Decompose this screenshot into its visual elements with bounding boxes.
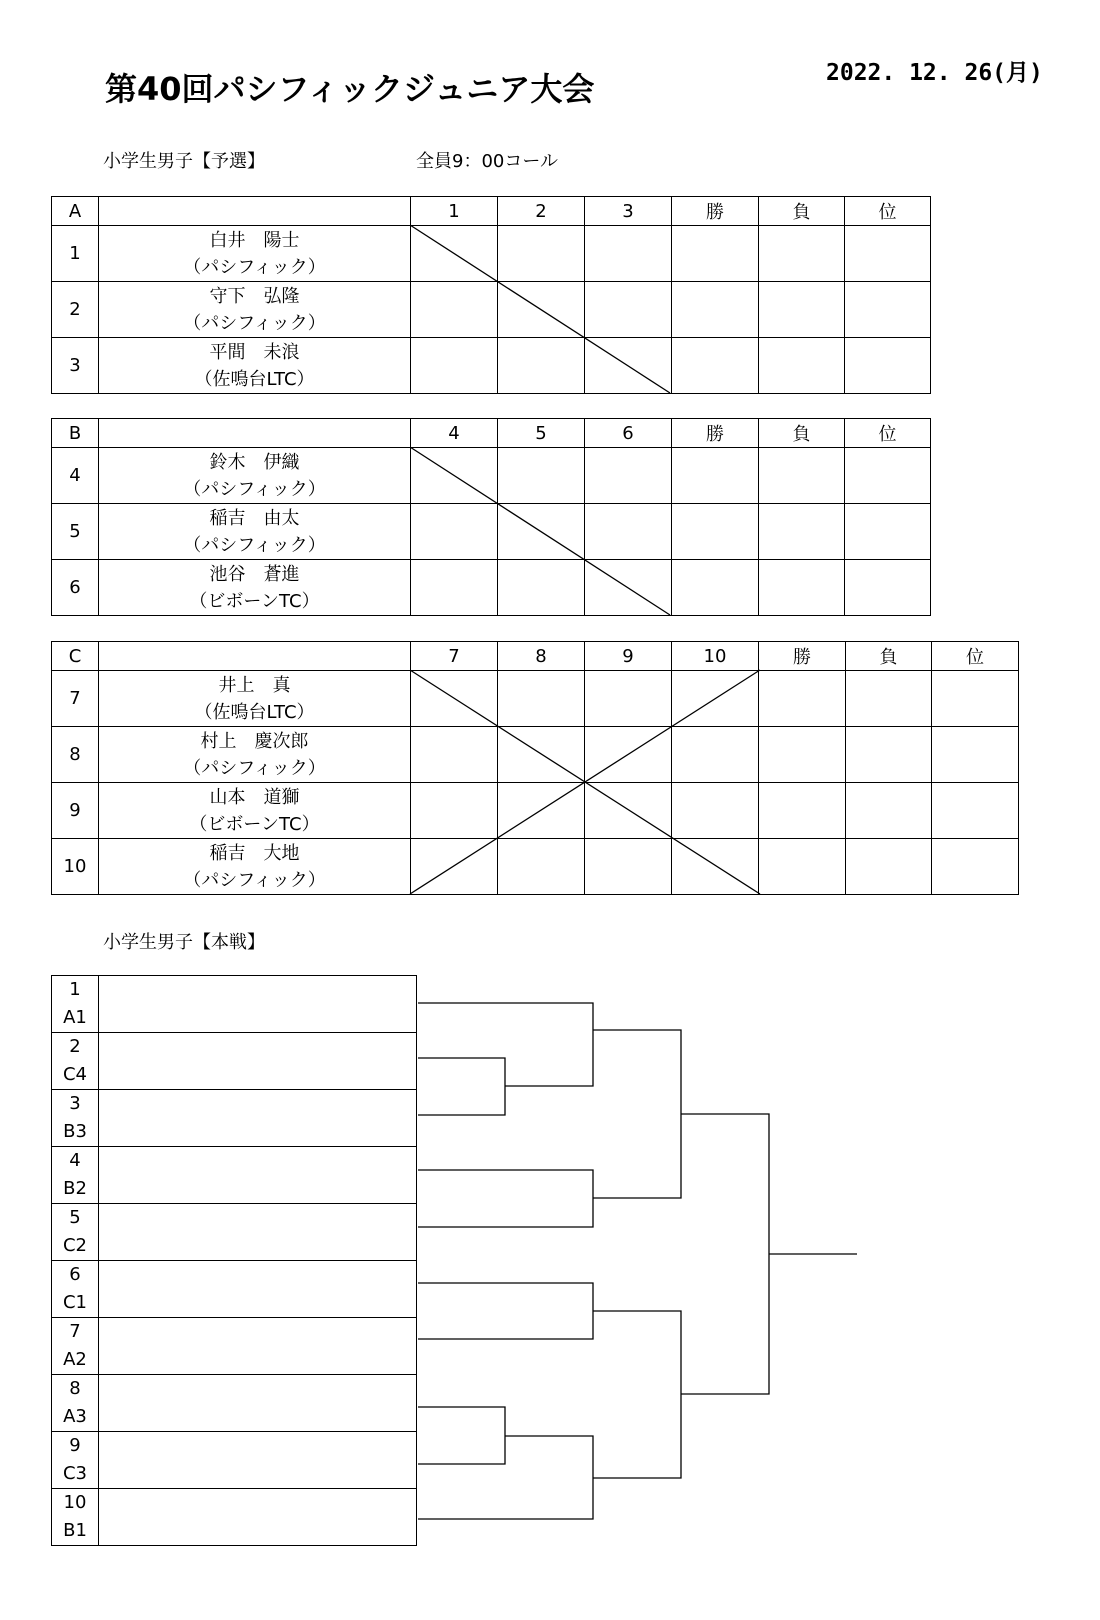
col-header: 7 [411,642,498,671]
player-name: 守下 弘隆 [209,285,300,307]
lose-header: 負 [759,197,845,226]
col-header: 6 [585,419,672,448]
draw-number: 10 [63,1492,87,1513]
win-header: 勝 [672,197,759,226]
col-header: 4 [411,419,498,448]
player-number: 10 [52,839,99,895]
col-header: 3 [585,197,672,226]
player-club: （パシフィック） [183,869,326,891]
player-club: （パシフィック） [183,757,326,779]
player-name: 池谷 蒼進 [209,563,300,585]
call-time: 全員9：00コール [416,151,558,172]
main-heading: 小学生男子【本戦】 [103,932,265,953]
player-club: （ビボーンTC） [189,813,320,835]
win-header: 勝 [759,642,846,671]
lose-header: 負 [759,419,845,448]
player-number: 8 [52,727,99,783]
win-header: 勝 [672,419,759,448]
player-number: 5 [52,504,99,560]
player-number: 3 [52,338,99,394]
draw-number: 6 [69,1264,81,1285]
draw-number: 2 [69,1036,81,1057]
player-name: 鈴木 伊織 [209,451,300,473]
draw-seed: B1 [63,1520,87,1541]
player-club: （佐鳴台LTC） [194,368,315,390]
player-club: （パシフィック） [183,312,326,334]
draw-seed: B3 [63,1121,87,1142]
player-name: 白井 陽士 [209,229,300,251]
col-header: 10 [672,642,759,671]
player-number: 2 [52,282,99,338]
player-club: （ビボーンTC） [189,590,320,612]
page-title: 第40回パシフィックジュニア大会 [105,70,595,108]
draw-number: 9 [69,1435,81,1456]
player-club: （パシフィック） [183,534,326,556]
draw-number: 3 [69,1093,81,1114]
col-header: 5 [498,419,585,448]
draw-seed: B2 [63,1178,87,1199]
col-header: 9 [585,642,672,671]
rank-header: 位 [845,197,931,226]
lose-header: 負 [846,642,932,671]
player-name: 井上 真 [218,674,291,696]
player-name: 平間 未浪 [209,341,300,363]
draw-seed: C3 [62,1463,88,1484]
rank-header: 位 [845,419,931,448]
rank-header: 位 [932,642,1019,671]
player-name: 稲吉 由太 [209,507,300,529]
col-header: 1 [411,197,498,226]
group-label: A [52,197,99,226]
player-number: 1 [52,226,99,282]
col-header: 2 [498,197,585,226]
player-club: （佐鳴台LTC） [194,701,315,723]
player-name: 村上 慶次郎 [200,730,309,752]
draw-number: 8 [69,1378,81,1399]
draw-seed: C2 [62,1235,88,1256]
group-label: C [52,642,99,671]
event-date: 2022. 12. 26(月) [826,60,1043,86]
draw-number: 1 [69,979,81,1000]
player-name: 山本 道獅 [209,786,300,808]
draw-seed: C1 [62,1292,88,1313]
col-header: 8 [498,642,585,671]
draw-number: 5 [69,1207,81,1228]
player-name: 稲吉 大地 [209,842,300,864]
draw-seed: A1 [63,1007,87,1028]
draw-seed: C4 [62,1064,88,1085]
player-club: （パシフィック） [183,478,326,500]
group-label: B [52,419,99,448]
player-number: 4 [52,448,99,504]
draw-number: 7 [69,1321,81,1342]
player-number: 9 [52,783,99,839]
player-number: 7 [52,671,99,727]
player-club: （パシフィック） [183,256,326,278]
draw-number: 4 [69,1150,81,1171]
draw-seed: A2 [63,1349,87,1370]
draw-seed: A3 [63,1406,87,1427]
prelim-heading: 小学生男子【予選】 [103,151,265,172]
player-number: 6 [52,560,99,616]
